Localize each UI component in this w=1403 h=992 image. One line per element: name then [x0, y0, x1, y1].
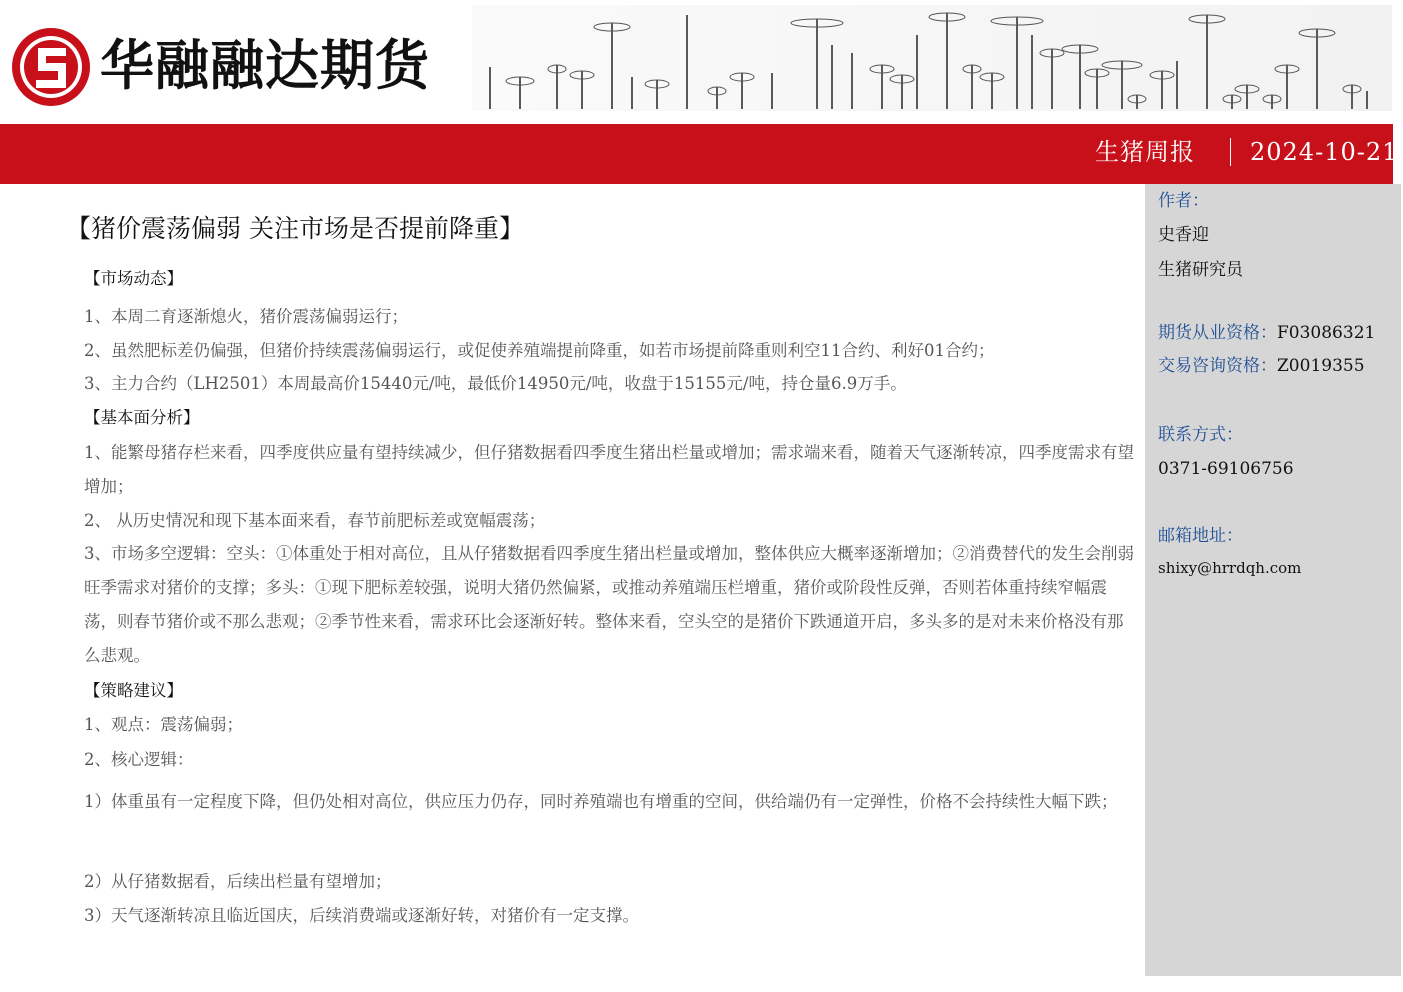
paragraph: 3、主力合约（LH2501）本周最高价15440元/吨，最低价14950元/吨，收盘于15155元/吨，持仓量6.9万手。 — [84, 374, 907, 393]
email-address: shixy@hrrdqh.com — [1158, 559, 1302, 577]
article-title: 【猪价震荡偏弱 关注市场是否提前降重】 — [66, 214, 524, 243]
paragraph: 2、核心逻辑： — [84, 750, 194, 769]
company-logo-icon — [10, 26, 92, 108]
futures-qual-value: F03086321 — [1277, 323, 1376, 343]
report-header-bar — [0, 124, 1399, 184]
paragraph: 1、观点：震荡偏弱； — [84, 715, 243, 734]
section-heading-strategy: 【策略建议】 — [84, 681, 183, 700]
paragraph: 2）从仔猪数据看，后续出栏量有望增加； — [84, 872, 392, 891]
author-name: 史香迎 — [1158, 225, 1209, 245]
brand-name: 华融融达期货 — [100, 34, 430, 97]
section-heading-market: 【市场动态】 — [84, 269, 183, 288]
paragraph: 1）体重虽有一定程度下降，但仍处相对高位，供应压力仍存，同时养殖端也有增重的空间，供给端仍有一定弹性，价格不会持续性大幅下跌； — [84, 792, 1118, 811]
phone-number: 0371-69106756 — [1158, 459, 1294, 479]
email-label: 邮箱地址： — [1158, 526, 1243, 546]
author-sidebar — [1145, 184, 1401, 976]
author-title: 生猪研究员 — [1158, 260, 1243, 280]
futures-qual-label: 期货从业资格： — [1158, 323, 1277, 343]
paragraph: 3、市场多空逻辑：空头：①体重处于相对高位，且从仔猪数据看四季度生猪出栏量或增加，整体供应大概率逐渐增加；②消费替代的发生会削弱旺季需求对猪价的支撑；多头：①现下肥标差较强，说明大猪仍然偏紧，或推动养殖端压栏增重，猪价或阶段性反弹，否则若体重持续窄幅震荡，则春节猪价或不那么悲观；②季节性来看，需求环比会逐渐好转。整体来看，空头空的是猪价下跌通道开启，多头多的是对未来价格没有那么悲观。 — [84, 544, 1134, 665]
consulting-qualification — [1158, 354, 1365, 378]
paragraph: 1、本周二育逐渐熄火，猪价震荡偏弱运行； — [84, 307, 408, 326]
futures-qualification — [1158, 321, 1375, 345]
consult-qual-label: 交易咨询资格： — [1158, 356, 1277, 376]
section-heading-fundamentals: 【基本面分析】 — [84, 408, 200, 427]
report-date: 2024-10-21 — [1250, 138, 1399, 166]
paragraph: 1、能繁母猪存栏来看，四季度供应量有望持续减少，但仔猪数据看四季度生猪出栏量或增加；需求端来看，随着天气逐渐转凉，四季度需求有望增加； — [84, 443, 1134, 496]
contact-label: 联系方式： — [1158, 425, 1243, 445]
decorative-banner — [472, 5, 1392, 111]
paragraph: 3）天气逐渐转凉且临近国庆，后续消费端或逐渐好转，对猪价有一定支撑。 — [84, 906, 639, 925]
paragraph: 2、虽然肥标差仍偏强，但猪价持续震荡偏弱运行，或促使养殖端提前降重，如若市场提前降重则利空11合约、利好01合约； — [84, 341, 995, 360]
paragraph: 2、 从历史情况和现下基本面来看，春节前肥标差或宽幅震荡； — [84, 511, 546, 530]
report-type: 生猪周报 — [1095, 138, 1195, 166]
page-header — [0, 0, 1403, 124]
author-label: 作者： — [1158, 191, 1209, 211]
consult-qual-value: Z0019355 — [1277, 356, 1365, 376]
header-divider — [1230, 138, 1231, 166]
